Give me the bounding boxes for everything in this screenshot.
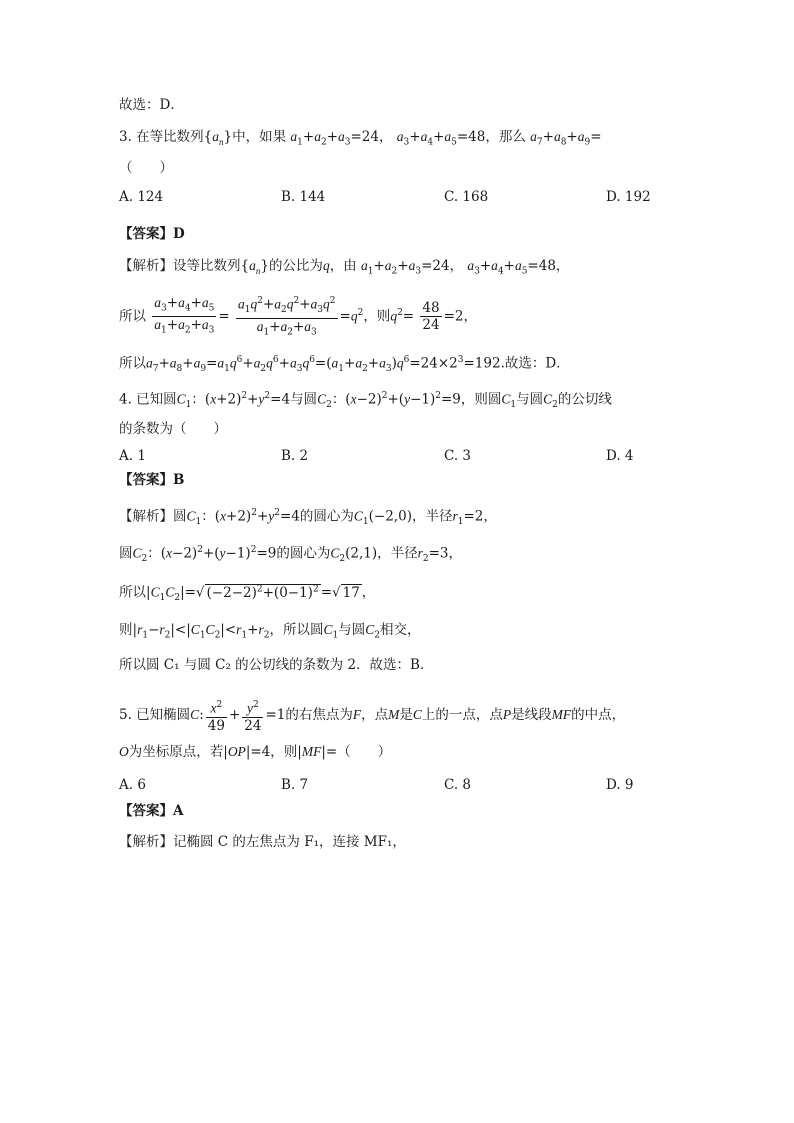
q3-stem: 3. 在等比数列$\{a_n\}$中，如果 $a_1+a_2+a_3=24$， $a_3+a_4+a_5=48$，那么 $a_7+a_8+a_9=$ bbox=[119, 129, 602, 148]
q5-stem-part: 是线段 bbox=[511, 706, 552, 723]
q3-sol-part: .故选：D． bbox=[500, 355, 570, 372]
q4-answer: 【答案】B bbox=[119, 472, 185, 488]
q3-stem-part: 3. 在等比数列 bbox=[119, 129, 204, 145]
q5-stem-part: 上的一点，点 bbox=[421, 706, 503, 723]
q4-sol-part: 则 bbox=[119, 622, 133, 638]
q4-stem: 4. 已知圆$C_1$：$(x+2)^2+y^2=4$与圆$C_2$：$(x-2)^2+(y-1)^2=9$，则圆$C_1$与圆$C_2$的公切线 bbox=[119, 391, 612, 411]
q5-stem-part: 的右焦点为 bbox=[285, 706, 353, 723]
q5-answer: 【答案】A bbox=[119, 803, 184, 819]
q4-solution-1: 【解析】圆$C_1$：$(x+2)^2+y^2=4$的圆心为$C_1(-2,0)$，半径$r_1=2$， bbox=[119, 508, 497, 528]
q3-sol-part: 所以 bbox=[119, 308, 146, 325]
q3-sol-part: ，则 bbox=[363, 308, 391, 325]
q4-sol-part: 的圆心为 bbox=[299, 508, 354, 525]
q3-answer: 【答案】D bbox=[119, 226, 185, 242]
q4-sol-part: 【解析】圆 bbox=[119, 508, 187, 525]
q4-solution-4: 则$|r_1-r_2|<|C_1C_2|<r_1+r_2$，所以圆$C_1$与圆$C_2$相交， bbox=[119, 622, 421, 641]
q4-option-b: B. 2 bbox=[281, 448, 309, 464]
q5-option-b: B. 7 bbox=[281, 777, 309, 793]
q5-stem-part: 为坐标原点，若 bbox=[128, 744, 224, 760]
q4-solution-3: 所以$|C_1C_2|=√$ $(-2-2)^2+(0-1)^2$ =√ 17 ， bbox=[119, 584, 376, 604]
q4-stem-2: 的条数为（ ） bbox=[119, 421, 227, 437]
q5-stem-part: ，则 bbox=[270, 744, 298, 760]
q4-sol-part: ，半径 bbox=[411, 508, 453, 525]
q4-sol-part: 所以 bbox=[119, 584, 146, 601]
q5-option-d: D. 9 bbox=[606, 777, 634, 793]
q3-solution-3: 所以$a_7+a_8+a_9=a_1q^6+a_2q^6+a_3q^6=(a_1+a_2+a_3)q^6=24\times 2^3=192$.故选：D． bbox=[119, 355, 570, 375]
q5-solution-1: 【解析】记椭圆 C 的左焦点为 F₁，连接 MF₁， bbox=[119, 834, 406, 850]
q3-option-d: D. 192 bbox=[606, 189, 651, 205]
q5-option-c: C. 8 bbox=[444, 777, 472, 793]
q3-option-b: B. 144 bbox=[281, 189, 326, 205]
q3-option-a: A. 124 bbox=[119, 189, 164, 205]
q4-sol-part: 与圆 bbox=[338, 622, 366, 638]
q4-stem-part: 与圆 bbox=[516, 391, 544, 408]
q5-stem-part: 5. 已知椭圆 bbox=[119, 706, 191, 723]
q5-stem: 5. 已知椭圆C: $\frac{x^2}{49}$ + $\frac{y^2}{24}$ =1的右焦点为F，点M是C上的一点，点P是线段MF的中点， bbox=[119, 697, 625, 734]
q5-option-a: A. 6 bbox=[119, 777, 146, 793]
q3-stem-part: ，那么 bbox=[485, 129, 526, 145]
q3-stem-part: 中，如果 bbox=[232, 129, 287, 145]
q4-option-a: A. 1 bbox=[119, 448, 146, 464]
q3-option-c: C. 168 bbox=[444, 189, 489, 205]
q5-stem-part: 是 bbox=[399, 706, 413, 723]
q4-sol-part: 圆 bbox=[119, 545, 133, 562]
q4-stem-part: ，则圆 bbox=[460, 391, 502, 408]
q3-sol-part: 所以 bbox=[119, 355, 146, 372]
q4-stem-part: 的公切线 bbox=[557, 391, 612, 408]
q3-sol-part: 【解析】设等比数列 bbox=[119, 258, 241, 274]
q3-sol-part: ，由 bbox=[329, 258, 357, 274]
q3-sol-part: 的公比为 bbox=[268, 258, 323, 274]
q4-solution-2: 圆$C_2$：$(x-2)^2+(y-1)^2=9$的圆心为$C_2(2,1)$，半径$r_2=3$， bbox=[119, 545, 463, 565]
q4-option-c: C. 3 bbox=[444, 448, 472, 464]
q5-stem-part: 的中点， bbox=[571, 706, 626, 723]
q5-stem-part: ，点 bbox=[361, 706, 389, 723]
q4-sol-part: ，所以圆 bbox=[269, 622, 324, 638]
q5-stem-2: O为坐标原点，若|OP|=4，则|MF|=（ ） bbox=[119, 744, 392, 760]
q5-stem-part: （ ） bbox=[337, 744, 392, 760]
q4-solution-5: 所以圆 C₁ 与圆 C₂ 的公切线的条数为 2．故选：B． bbox=[119, 657, 434, 673]
q4-stem-part: 4. 已知圆 bbox=[119, 391, 177, 408]
q4-sol-part: 相交， bbox=[379, 622, 421, 638]
q4-sol-part: 的圆心为 bbox=[276, 545, 331, 562]
previous-answer-line: 故选：D． bbox=[119, 97, 184, 113]
q3-paren: （ ） bbox=[119, 160, 173, 176]
q4-stem-part: 与圆 bbox=[290, 391, 318, 408]
q4-sol-part: ，半径 bbox=[377, 545, 418, 562]
q4-option-d: D. 4 bbox=[606, 448, 634, 464]
q3-solution-2: 所以 $\frac{a_3+a_4+a_5}{a_1+a_2+a_3}$ = $\frac{a_1q^2+a_2q^2+a_3q^2}{a_1+a_2+a_3}$ $=q^2$，则$q^2=$ $\frac{48}{24}$ =2， bbox=[119, 294, 477, 338]
q3-solution-1: 【解析】设等比数列$\{a_n\}$的公比为q，由 $a_1+a_2+a_3=24$， $a_3+a_4+a_5=48$， bbox=[119, 258, 570, 277]
